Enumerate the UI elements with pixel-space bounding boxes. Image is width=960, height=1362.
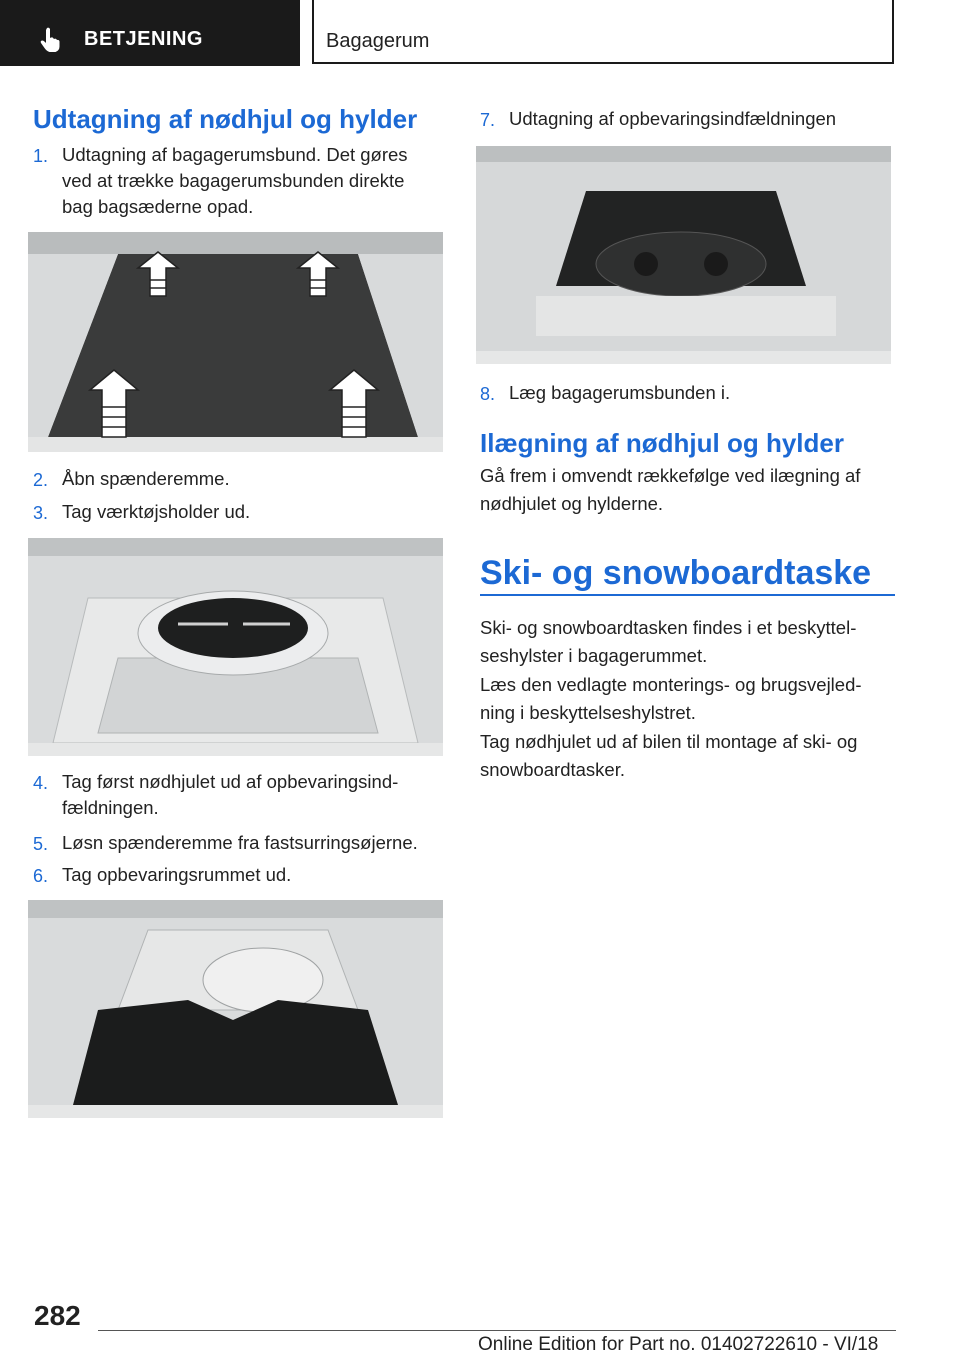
section-heading-installation: Ilægning af nødhjul og hylder [480, 428, 844, 458]
step-line: Tag først nødhjulet ud af opbevaringsind- [62, 771, 399, 792]
page-number: 282 [34, 1300, 81, 1331]
step-text: Åbn spænderemme. [62, 468, 230, 489]
header-section-label: BETJENING [84, 28, 203, 50]
step-line: Udtagning af bagagerumsbund. Det gøres [62, 144, 408, 165]
step-text [62, 142, 408, 220]
text-line: ning i beskyttelseshylstret. [480, 702, 696, 723]
step-number: 3. [33, 503, 49, 523]
trunk-floor-photo [28, 232, 443, 452]
text-line: seshylster i bagagerummet. [480, 645, 708, 666]
storage-insert-photo [476, 146, 891, 364]
step-text: Udtagning af opbevaringsindfældningen [509, 108, 837, 129]
step-text: Tag opbevaringsrummet ud. [62, 864, 292, 885]
text-line: Læs den vedlagte monterings- og brugsvejled- [480, 674, 862, 695]
storage-compartment-photo [28, 900, 443, 1118]
tool-holder-photo [28, 538, 443, 756]
text-line: Gå frem i omvendt rækkefølge ved ilægning af [480, 465, 861, 486]
step-number: 8. [480, 384, 496, 404]
section-heading-removal: Udtagning af nødhjul og hylder [33, 104, 418, 134]
step-text: Læg bagagerumsbunden i. [509, 382, 731, 403]
step-text: Løsn spænderemme fra fastsurringsøjerne. [62, 832, 418, 853]
footer-edition: Online Edition for Part no. 01402722610 - VI/18 [478, 1334, 879, 1355]
step-text: Tag værktøjsholder ud. [62, 501, 251, 522]
step-line: bag bagsæderne opad. [62, 196, 254, 217]
step-number: 7. [480, 110, 496, 130]
step-number: 2. [33, 470, 49, 490]
step-line: fældningen. [62, 797, 159, 818]
step-number: 5. [33, 834, 49, 854]
ski-paragraph-2 [480, 671, 862, 727]
footer-rule [98, 1330, 896, 1331]
step-text [62, 769, 398, 821]
step-number: 6. [33, 866, 49, 886]
text-line: Tag nødhjulet ud af bilen til montage af ski- og [480, 731, 858, 752]
header-topic-label: Bagagerum [326, 30, 430, 52]
text-line: nødhjulet og hylderne. [480, 493, 664, 514]
heading-rule [480, 594, 895, 596]
ski-paragraph-3 [480, 728, 857, 784]
installation-text [480, 462, 860, 518]
ski-paragraph-1 [480, 614, 856, 670]
text-line: Ski- og snowboardtasken findes i et beskyttel- [480, 617, 857, 638]
text-line: snowboardtasker. [480, 759, 626, 780]
step-number: 1. [33, 146, 49, 166]
section-heading-ski-bag: Ski- og snowboardtaske [480, 554, 872, 592]
hand-pointer-icon [38, 26, 64, 52]
step-number: 4. [33, 773, 49, 793]
step-line: ved at trække bagagerumsbunden direkte [62, 170, 405, 191]
